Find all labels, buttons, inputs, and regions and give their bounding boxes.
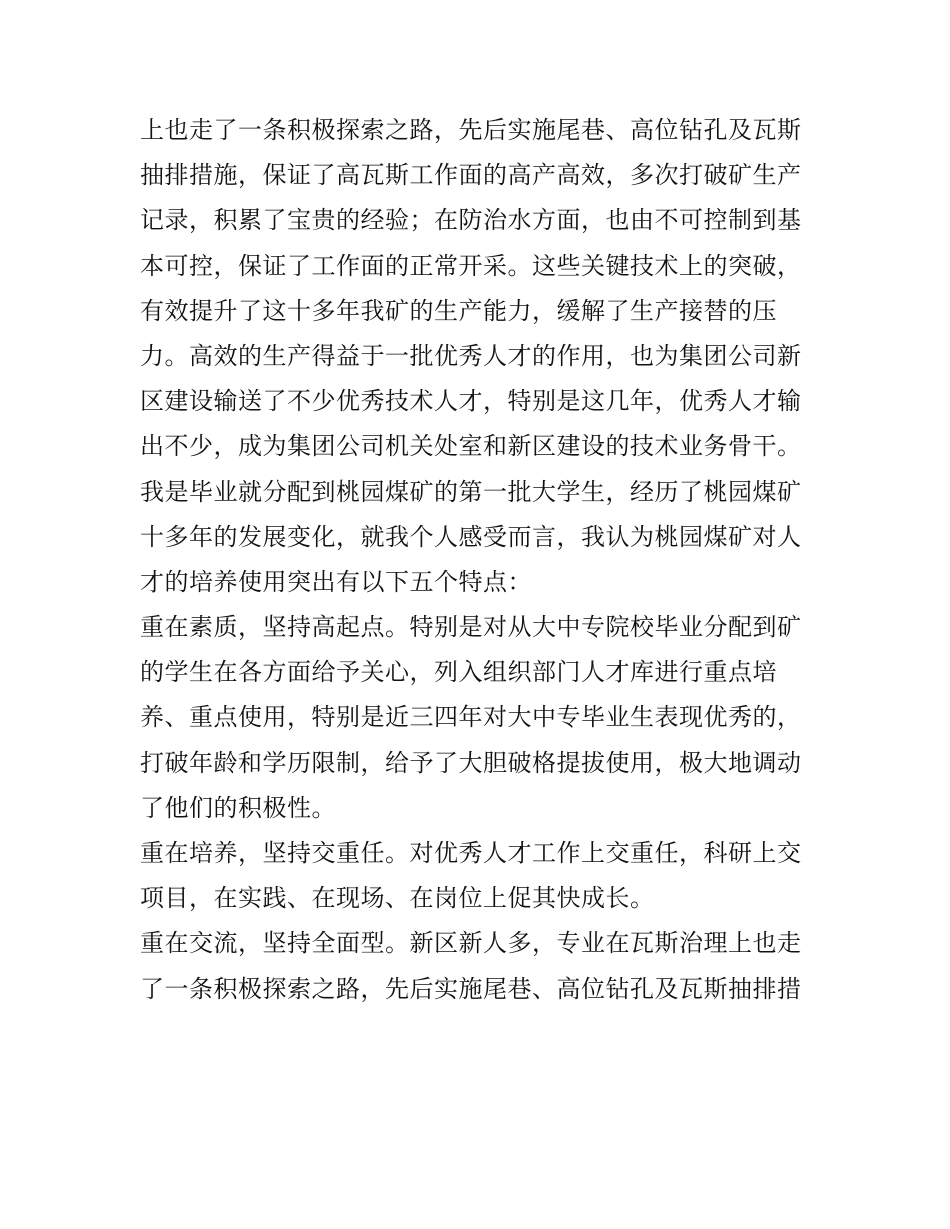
text-line: 上也走了一条积极探索之路，先后实施尾巷、高位钻孔及瓦斯 — [140, 116, 802, 144]
text-line: 重在交流，坚持全面型。新区新人多，专业在瓦斯治理上也走 — [140, 929, 802, 958]
text-line: 出不少，成为集团公司机关处室和新区建设的技术业务骨干。 — [140, 432, 802, 461]
text-line: 我是毕业就分配到桃园煤矿的第一批大学生，经历了桃园煤矿 — [140, 477, 802, 506]
text-line: 有效提升了这十多年我矿的生产能力，缓解了生产接替的压 — [140, 296, 777, 325]
text-line: 重在培养，坚持交重任。对优秀人才工作上交重任，科研上交 — [140, 839, 802, 867]
text-line: 重在素质，坚持高起点。特别是对从大中专院校毕业分配到矿 — [140, 613, 802, 642]
text-line: 项目，在实践、在现场、在岗位上促其快成长。 — [140, 884, 655, 913]
text-line: 记录，积累了宝贵的经验；在防治水方面，也由不可控制到基 — [140, 206, 802, 235]
text-line: 了他们的积极性。 — [140, 793, 336, 822]
text-line: 本可控，保证了工作面的正常开采。这些关键技术上的突破， — [140, 251, 802, 280]
text-line: 力。高效的生产得益于一批优秀人才的作用，也为集团公司新 — [140, 341, 802, 370]
text-line: 了一条积极探索之路，先后实施尾巷、高位钻孔及瓦斯抽排措 — [140, 974, 802, 1003]
text-line: 十多年的发展变化，就我个人感受而言，我认为桃园煤矿对人 — [140, 522, 802, 551]
text-line: 打破年龄和学历限制，给予了大胆破格提拔使用，极大地调动 — [140, 748, 802, 777]
text-line: 抽排措施，保证了高瓦斯工作面的高产高效，多次打破矿生产 — [140, 161, 802, 190]
text-line: 才的培养使用突出有以下五个特点： — [140, 567, 532, 596]
document-body — [140, 108, 820, 1012]
text-line: 区建设输送了不少优秀技术人才，特别是这几年，优秀人才输 — [140, 387, 802, 416]
text-line: 的学生在各方面给予关心，列入组织部门人才库进行重点培 — [140, 658, 777, 687]
text-line: 养、重点使用，特别是近三四年对大中专毕业生表现优秀的， — [140, 703, 802, 732]
